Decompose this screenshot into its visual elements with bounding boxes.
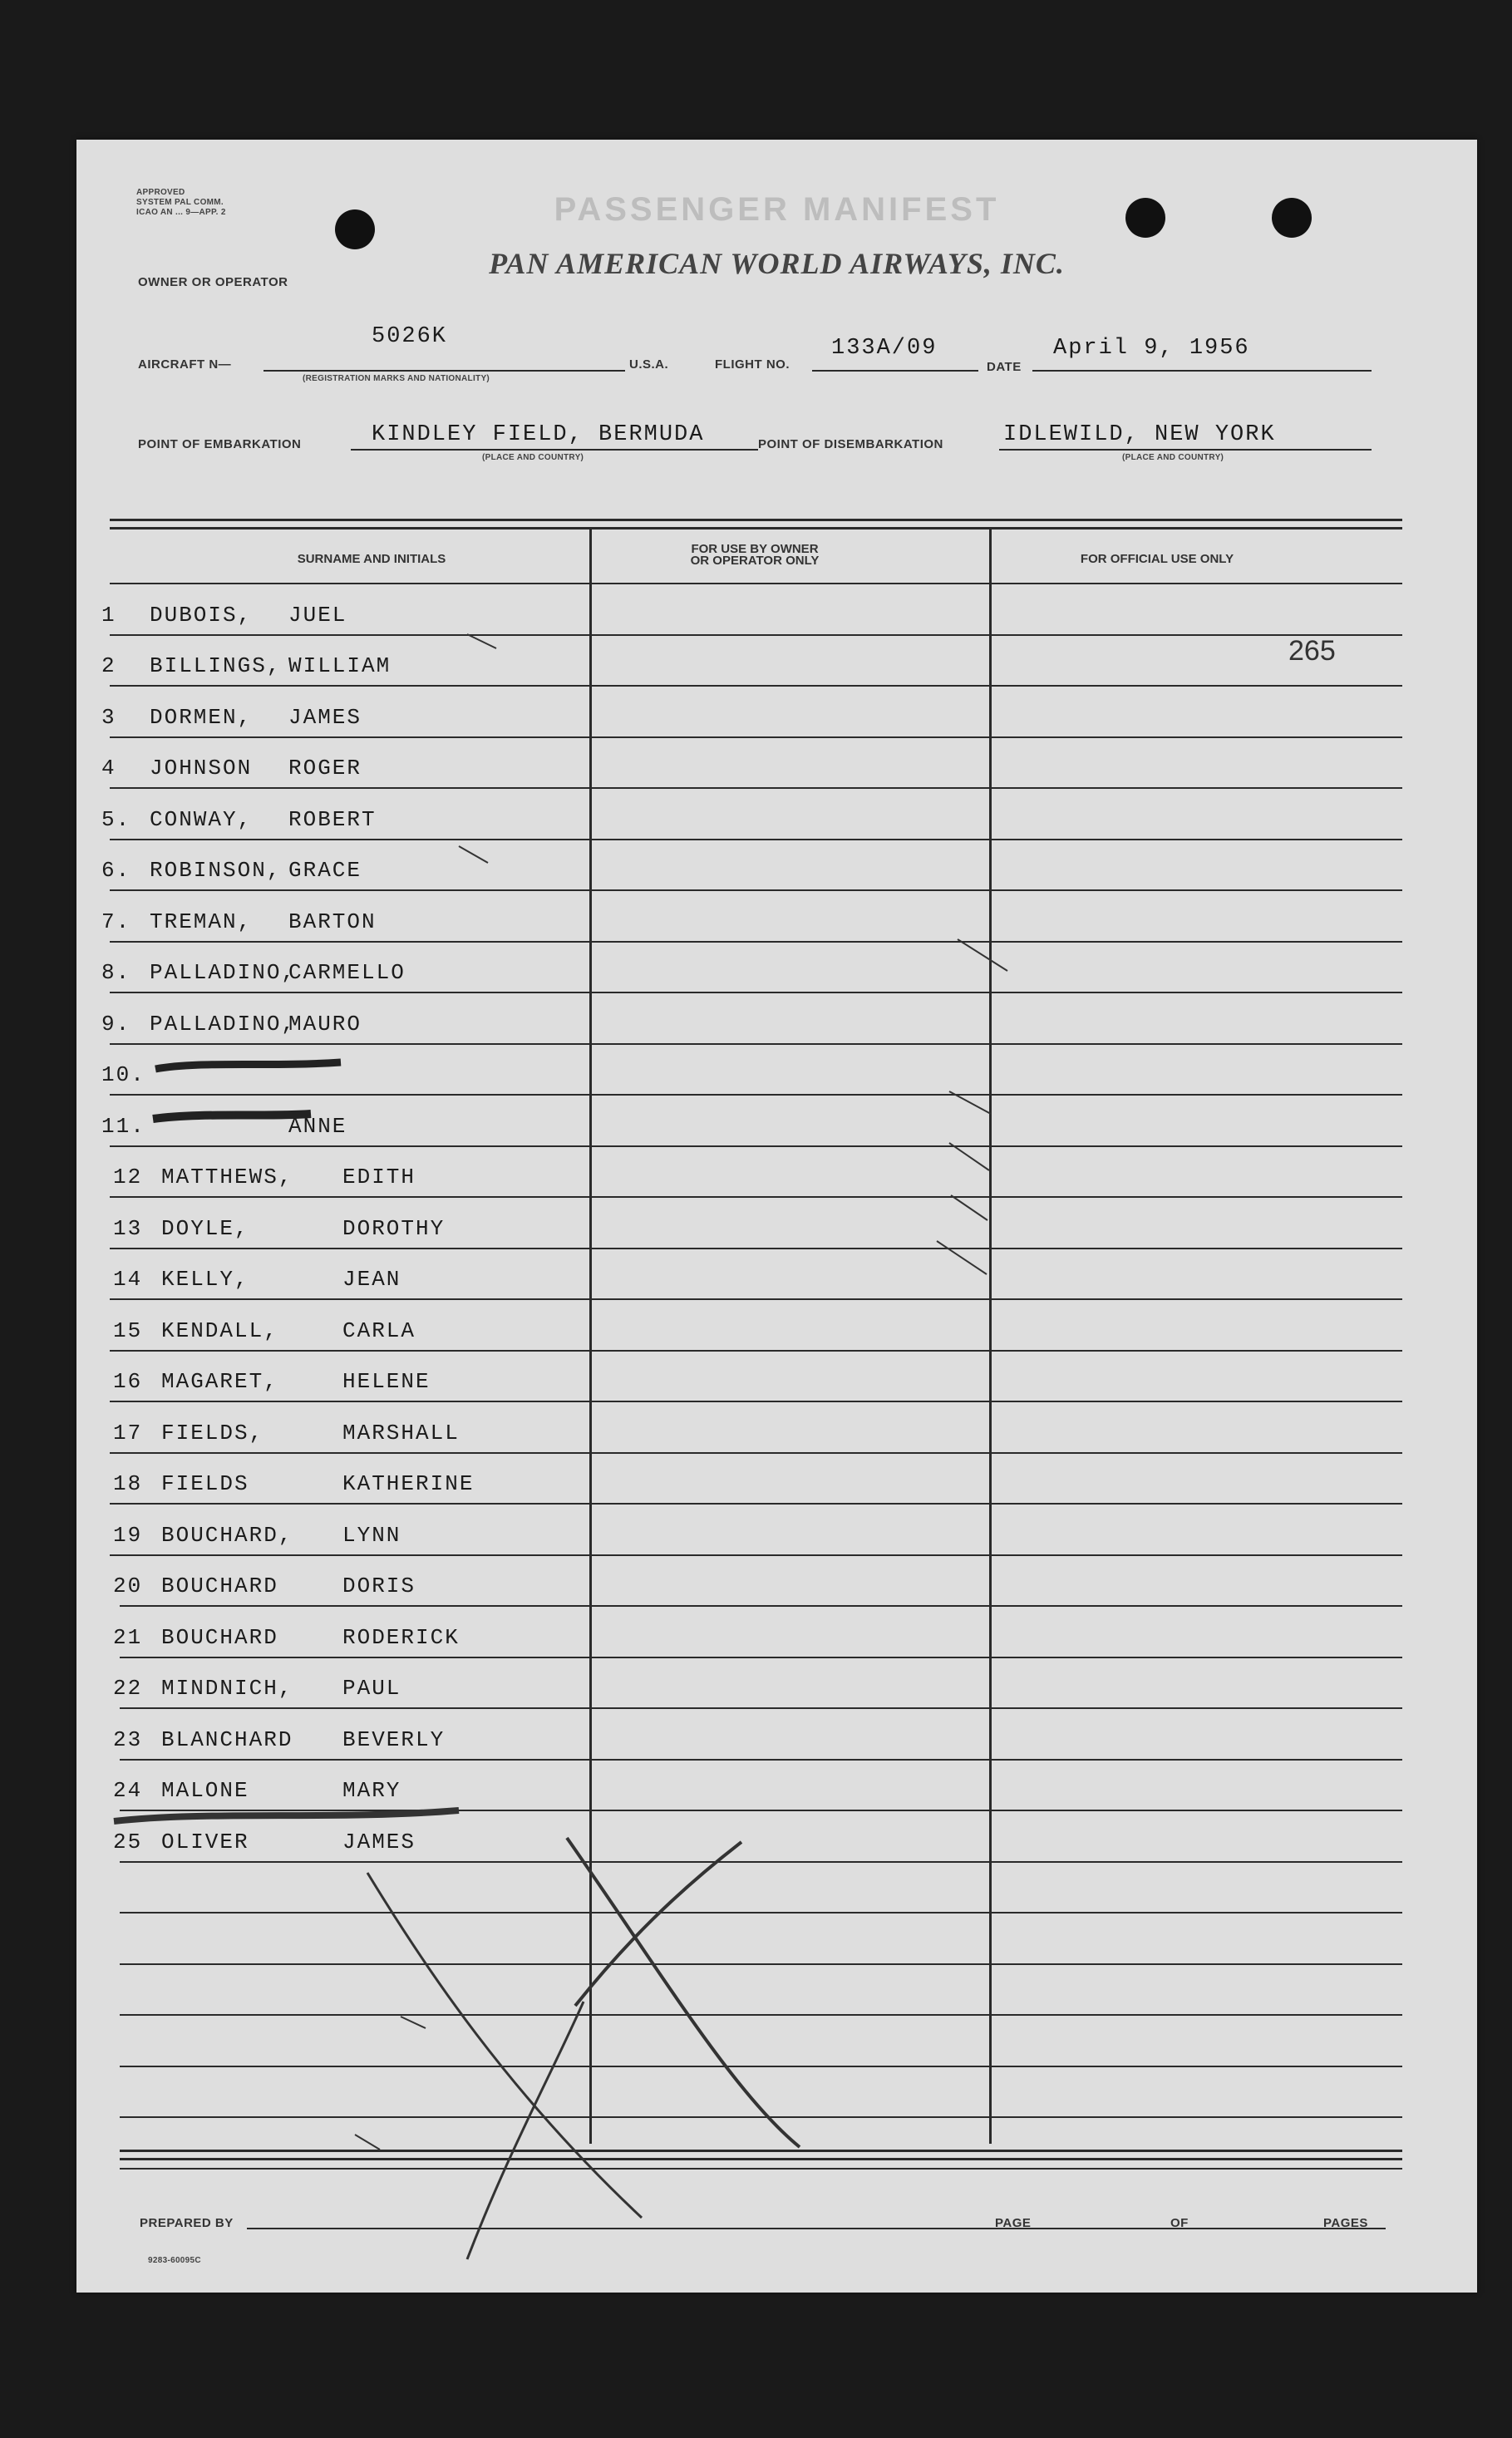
tick-mark — [937, 1241, 987, 1274]
passenger-number: 10. — [101, 1062, 145, 1087]
tick-mark — [459, 846, 488, 863]
form-number: 9283-60095C — [148, 2256, 201, 2265]
strikeout-mark — [155, 1062, 341, 1069]
passenger-given-name: JUEL — [288, 603, 347, 628]
embarkation-label: POINT OF EMBARKATION — [138, 437, 302, 451]
passenger-surname: ROBINSON, — [150, 858, 282, 883]
passenger-surname: BOUCHARD, — [161, 1523, 293, 1548]
disembarkation-label: POINT OF DISEMBARKATION — [758, 437, 943, 451]
passenger-surname: MALONE — [161, 1778, 249, 1803]
passenger-number: 22 — [113, 1676, 143, 1701]
passenger-surname: PALLADINO, — [150, 960, 297, 985]
passenger-number: 16 — [113, 1369, 143, 1394]
passenger-given-name: HELENE — [342, 1369, 431, 1394]
passenger-number: 17 — [113, 1421, 143, 1446]
passenger-surname: KENDALL, — [161, 1318, 278, 1343]
usa-label: U.S.A. — [629, 357, 669, 372]
passenger-surname: BILLINGS, — [150, 653, 282, 678]
tick-mark — [949, 1143, 989, 1170]
column-header-owner-2: OR OPERATOR ONLY — [690, 554, 820, 568]
passenger-number: 3 — [101, 705, 116, 730]
passenger-given-name: MARSHALL — [342, 1421, 460, 1446]
passenger-given-name: EDITH — [342, 1165, 416, 1189]
passenger-given-name: KATHERINE — [342, 1471, 475, 1496]
passenger-surname: FIELDS, — [161, 1421, 264, 1446]
passenger-surname: MINDNICH, — [161, 1676, 293, 1701]
passenger-number: 23 — [113, 1727, 143, 1752]
passenger-given-name: RODERICK — [342, 1625, 460, 1650]
registration-caption: (REGISTRATION MARKS AND NATIONALITY) — [303, 374, 490, 383]
passenger-surname: OLIVER — [161, 1830, 249, 1854]
cancel-x-mark — [467, 2002, 584, 2259]
passenger-surname: PALLADINO, — [150, 1012, 297, 1037]
pages-label: PAGES — [1323, 2216, 1368, 2230]
passenger-number: 8. — [101, 960, 131, 985]
company-name: PAN AMERICAN WORLD AIRWAYS, INC. — [489, 247, 1065, 280]
passenger-surname: DOYLE, — [161, 1216, 249, 1241]
date-label: DATE — [987, 360, 1022, 374]
passenger-given-name: MARY — [342, 1778, 401, 1803]
passenger-number: 19 — [113, 1523, 143, 1548]
passenger-number: 11. — [101, 1114, 145, 1139]
passenger-number: 21 — [113, 1625, 143, 1650]
passenger-given-name: DOROTHY — [342, 1216, 446, 1241]
passenger-number: 15 — [113, 1318, 143, 1343]
passenger-given-name: JEAN — [342, 1267, 401, 1292]
passenger-surname: MATTHEWS, — [161, 1165, 293, 1189]
passenger-surname: FIELDS — [161, 1471, 249, 1496]
column-header-surname: SURNAME AND INITIALS — [297, 552, 446, 566]
place-caption-1: (PLACE AND COUNTRY) — [482, 453, 584, 462]
passenger-number: 7. — [101, 909, 131, 934]
passenger-number: 18 — [113, 1471, 143, 1496]
manifest-title: PASSENGER MANIFEST — [554, 191, 1000, 228]
page-label: PAGE — [995, 2216, 1032, 2230]
passenger-given-name: BEVERLY — [342, 1727, 446, 1752]
passenger-surname: BOUCHARD — [161, 1574, 278, 1598]
strikeout-mark — [114, 1810, 459, 1821]
passenger-number: 13 — [113, 1216, 143, 1241]
approval-line-1: APPROVED — [136, 188, 185, 197]
passenger-given-name: ANNE — [288, 1114, 347, 1139]
aircraft-value: 5026K — [372, 324, 448, 349]
tick-mark — [949, 1091, 991, 1114]
cancel-x-mark — [575, 1842, 741, 2006]
passenger-surname: DUBOIS, — [150, 603, 253, 628]
strikeout-mark — [153, 1114, 311, 1119]
passenger-given-name: JAMES — [342, 1830, 416, 1854]
aircraft-label: AIRCRAFT N— — [138, 357, 232, 372]
passenger-surname: CONWAY, — [150, 807, 253, 832]
tick-mark — [355, 2135, 380, 2150]
approval-line-2: SYSTEM PAL COMM. — [136, 198, 224, 207]
passenger-given-name: PAUL — [342, 1676, 401, 1701]
passenger-number: 9. — [101, 1012, 131, 1037]
passenger-given-name: CARMELLO — [288, 960, 406, 985]
passenger-surname: DORMEN, — [150, 705, 253, 730]
disembarkation-value: IDLEWILD, NEW YORK — [1003, 422, 1276, 447]
passenger-number: 5. — [101, 807, 131, 832]
cancel-x-mark — [367, 1873, 642, 2218]
passenger-given-name: ROBERT — [288, 807, 377, 832]
owner-label: OWNER OR OPERATOR — [138, 275, 288, 289]
passenger-given-name: ROGER — [288, 756, 362, 781]
passenger-surname: BOUCHARD — [161, 1625, 278, 1650]
place-caption-2: (PLACE AND COUNTRY) — [1122, 453, 1224, 462]
approval-line-3: ICAO AN ... 9—APP. 2 — [136, 208, 226, 217]
column-header-owner-1: FOR USE BY OWNER — [691, 542, 819, 556]
cancel-x-mark — [567, 1838, 800, 2147]
passenger-surname: TREMAN, — [150, 909, 253, 934]
passenger-surname: KELLY, — [161, 1267, 249, 1292]
passenger-number: 4 — [101, 756, 116, 781]
passenger-number: 14 — [113, 1267, 143, 1292]
passenger-given-name: BARTON — [288, 909, 377, 934]
passenger-given-name: GRACE — [288, 858, 362, 883]
passenger-given-name: WILLIAM — [288, 653, 392, 678]
passenger-given-name: LYNN — [342, 1523, 401, 1548]
tick-mark — [401, 2017, 426, 2028]
prepared-by-label: PREPARED BY — [140, 2216, 234, 2230]
tick-mark — [958, 939, 1007, 971]
passenger-given-name: CARLA — [342, 1318, 416, 1343]
passenger-number: 1 — [101, 603, 116, 628]
passenger-number: 6. — [101, 858, 131, 883]
flight-label: FLIGHT NO. — [715, 357, 790, 372]
tick-mark — [951, 1195, 987, 1220]
passenger-number: 24 — [113, 1778, 143, 1803]
of-label: OF — [1170, 2216, 1189, 2230]
passenger-number: 12 — [113, 1165, 143, 1189]
passenger-given-name: DORIS — [342, 1574, 416, 1598]
passenger-given-name: MAURO — [288, 1012, 362, 1037]
passenger-given-name: JAMES — [288, 705, 362, 730]
manifest-sheet — [76, 140, 1477, 2293]
passenger-number: 2 — [101, 653, 116, 678]
flight-value: 133A/09 — [831, 336, 938, 361]
tick-mark — [467, 634, 496, 648]
official-note: 265 — [1288, 635, 1336, 667]
passenger-number: 25 — [113, 1830, 143, 1854]
pen-marks — [76, 140, 1477, 2293]
column-header-official: FOR OFFICIAL USE ONLY — [1080, 552, 1234, 566]
embarkation-value: KINDLEY FIELD, BERMUDA — [372, 422, 705, 447]
passenger-surname: JOHNSON — [150, 756, 253, 781]
passenger-number: 20 — [113, 1574, 143, 1598]
date-value: April 9, 1956 — [1053, 336, 1250, 361]
passenger-surname: MAGARET, — [161, 1369, 278, 1394]
passenger-surname: BLANCHARD — [161, 1727, 293, 1752]
